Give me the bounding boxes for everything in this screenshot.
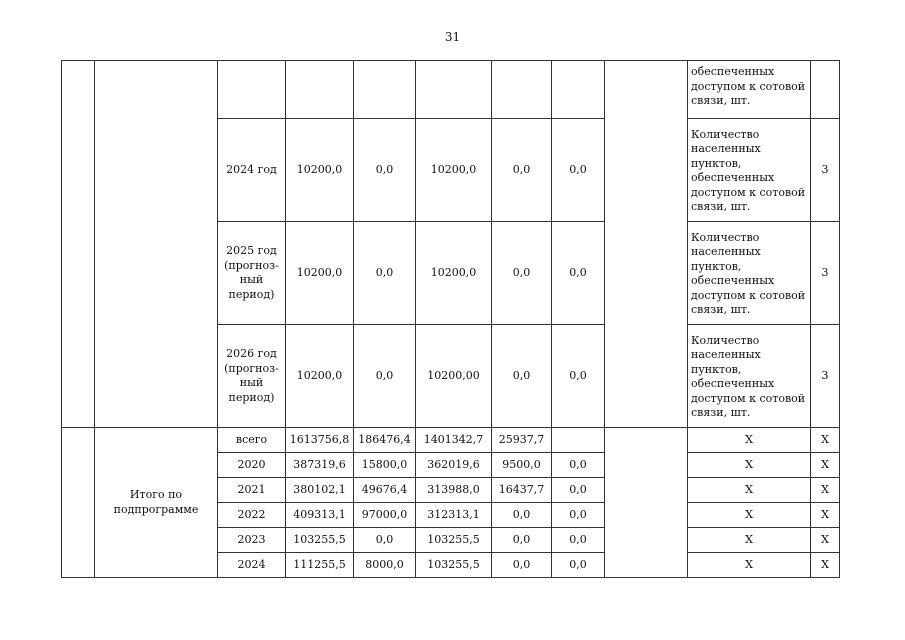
cell-value: 10200,0 [416,222,492,325]
cell-value: 103255,5 [286,528,354,553]
cell-executor [605,428,688,578]
cell-value: 49676,4 [354,478,416,503]
cell-value: 0,0 [552,222,605,325]
cell-target: 3 [811,119,840,222]
cell-number [62,61,95,428]
cell-value: 15800,0 [354,453,416,478]
cell-value: 387319,6 [286,453,354,478]
cell-target: 3 [811,222,840,325]
cell-target: Х [811,553,840,578]
cell-value: 362019,6 [416,453,492,478]
cell-value: 111255,5 [286,553,354,578]
table-body [62,61,840,578]
cell-indicator: Х [688,528,811,553]
cell-value: 10200,0 [286,222,354,325]
cell-target: 3 [811,325,840,428]
cell-indicator: Х [688,553,811,578]
cell-value: 1613756,8 [286,428,354,453]
cell-value: 0,0 [354,119,416,222]
cell-value: 0,0 [552,478,605,503]
cell-value: 313988,0 [416,478,492,503]
cell-indicator: Х [688,428,811,453]
cell-value: 97000,0 [354,503,416,528]
cell-value: 0,0 [552,325,605,428]
cell-indicator: Количество населенных пунктов, обеспеченных доступом к сотовой связи, шт. [688,119,811,222]
cell-target: Х [811,528,840,553]
cell-value: 0,0 [492,553,552,578]
cell-value: 0,0 [552,453,605,478]
cell-period: всего [218,428,286,453]
cell-period: 2023 [218,528,286,553]
cell-period: 2022 [218,503,286,528]
cell-value: 0,0 [492,222,552,325]
cell-regional [416,61,492,119]
program-table [61,60,840,578]
cell-target: Х [811,503,840,528]
cell-value: 380102,1 [286,478,354,503]
cell-value: 0,0 [354,222,416,325]
cell-period [218,61,286,119]
cell-value: 8000,0 [354,553,416,578]
cell-value: 0,0 [492,325,552,428]
cell-target: Х [811,478,840,503]
cell-value: 10200,0 [416,119,492,222]
page-number: 31 [444,30,461,44]
cell-target: Х [811,453,840,478]
cell-period: 2024 [218,553,286,578]
table-row-total [62,428,840,453]
cell-totals-label: Итого по подпрограмме [95,428,218,578]
cell-target [811,61,840,119]
cell-indicator: Х [688,478,811,503]
cell-indicator: Х [688,503,811,528]
cell-value: 0,0 [552,553,605,578]
cell-period: 2020 [218,453,286,478]
cell-period: 2025 год (прогноз-ный период) [218,222,286,325]
cell-value: 0,0 [354,325,416,428]
cell-target: Х [811,428,840,453]
cell-value: 16437,7 [492,478,552,503]
cell-value: 0,0 [354,528,416,553]
cell-value: 0,0 [492,528,552,553]
table-row-continuation [62,61,840,119]
cell-value: 10200,0 [286,119,354,222]
cell-local [492,61,552,119]
cell-value: 0,0 [492,119,552,222]
cell-period: 2024 год [218,119,286,222]
cell-period: 2026 год (прогноз-ный период) [218,325,286,428]
cell-value: 0,0 [552,528,605,553]
cell-executor [605,61,688,428]
cell-value: 0,0 [552,119,605,222]
cell-total [286,61,354,119]
cell-value: 0,0 [492,503,552,528]
cell-value: 10200,0 [286,325,354,428]
cell-value: 1401342,7 [416,428,492,453]
cell-value: 186476,4 [354,428,416,453]
cell-value: 9500,0 [492,453,552,478]
cell-value: 0,0 [552,503,605,528]
cell-value: 103255,5 [416,528,492,553]
cell-value: 25937,7 [492,428,552,453]
cell-number [62,428,95,578]
cell-value: 409313,1 [286,503,354,528]
cell-indicator: Количество населенных пунктов, обеспеченных доступом к сотовой связи, шт. [688,325,811,428]
cell-value: 103255,5 [416,553,492,578]
cell-value: 10200,00 [416,325,492,428]
cell-other [552,61,605,119]
cell-indicator: Количество населенных пунктов, обеспеченных доступом к сотовой связи, шт. [688,222,811,325]
cell-indicator: обеспеченных доступом к сотовой связи, шт. [688,61,811,119]
cell-value: 312313,1 [416,503,492,528]
cell-measure-name [95,61,218,428]
cell-value [552,428,605,453]
cell-period: 2021 [218,478,286,503]
cell-indicator: Х [688,453,811,478]
cell-federal [354,61,416,119]
